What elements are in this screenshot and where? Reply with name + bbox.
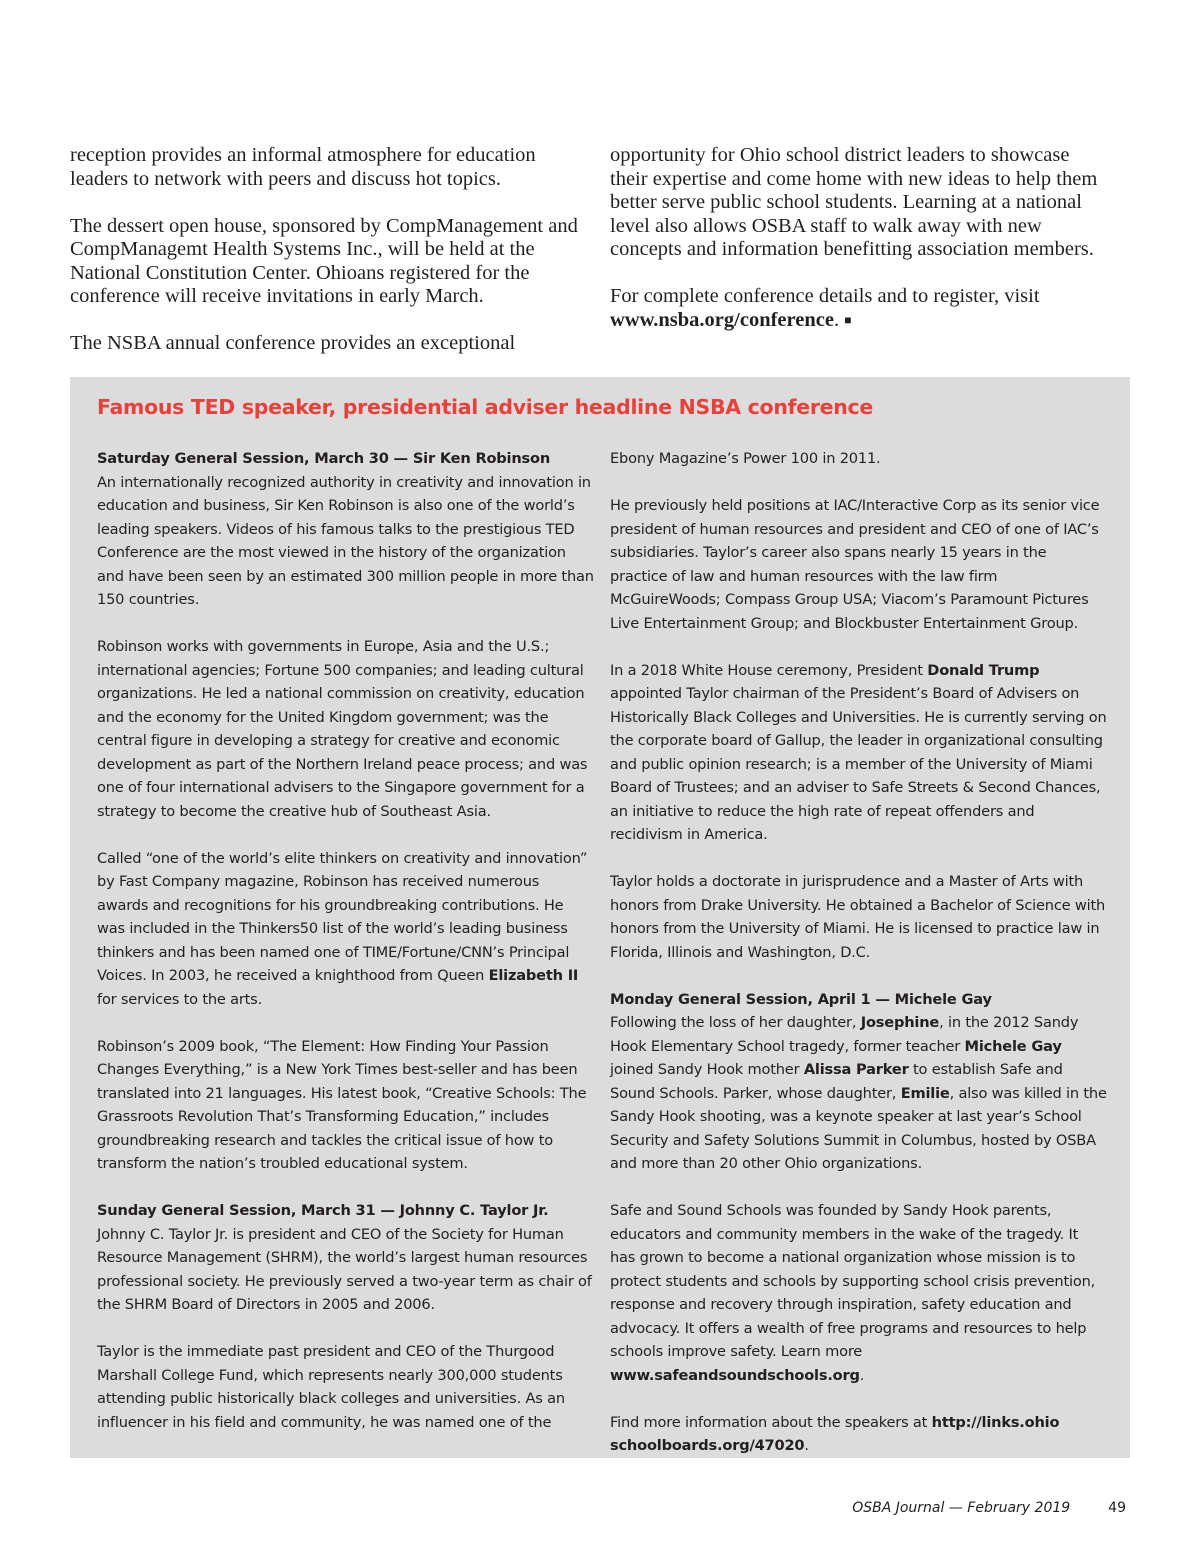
paragraph: opportunity for Ohio school district leaders to showcase their expertise and come home with new ideas to help them better serve public school students. Learning at a national level also allows OSBA staff to walk away with new concepts and information benefitting association members.: [610, 144, 1098, 260]
text: .: [833, 308, 845, 331]
text: Johnny C. Taylor Jr. is president and CEO of the Society for Human Resource Management (SHRM), the world’s largest human resources professional society. He previously served a two-year term as chair of the SHRM Board of Directors in 2005 and 2006.: [97, 1225, 592, 1313]
text: .: [859, 1366, 865, 1384]
text: for services to the arts.: [97, 990, 263, 1008]
paragraph: [610, 1411, 1107, 1458]
paragraph: He previously held positions at IAC/Interactive Corp as its senior vice president of human resources and president and CEO of one of IAC’s subsidiaries. Taylor’s career also spans nearly 15 years in the practice of law and human resources with the law firm McGuireWoods; Compass Group USA; Viacom’s Paramount Pictures Live Entertainment Group; and Blockbuster Entertainment Group.: [610, 497, 1100, 632]
intro-article: [70, 144, 1110, 356]
conference-link[interactable]: www.nsba.org/conference: [610, 308, 834, 331]
page-number: 49: [1108, 1500, 1126, 1516]
paragraph: [97, 447, 594, 612]
intro-left-column: [70, 144, 585, 356]
paragraph: [610, 1199, 1107, 1387]
text: Following the loss of her daughter,: [610, 1014, 861, 1031]
text: Safe and Sound Schools was founded by Sandy Hook parents, educators and community members in the wake of the tragedy. It has grown to become a national organization whose mission is to protect students and schools by supporting school crisis prevention, response and recovery through inspiration, safety education and advocacy. It offers a wealth of free programs and resources to help schools improve safety. Learn more: [610, 1202, 1096, 1360]
end-square-icon: ■: [844, 312, 852, 327]
paragraph: [610, 285, 1110, 332]
name-highlight: Donald Trump: [927, 661, 1040, 679]
text: , also was killed in the Sandy Hook shooting, was a keynote speaker at last year’s School Security and Safety Solutions Summit in Columbus, hosted by OSBA and more than 20 other Ohio organizations.: [610, 1084, 1107, 1172]
paragraph: reception provides an informal atmosphere for education leaders to network with peers and discuss hot topics.: [70, 144, 536, 190]
text: In a 2018 White House ceremony, President: [610, 661, 928, 679]
text: Find more information about the speakers at: [610, 1413, 932, 1431]
speakers-link[interactable]: http://links.ohio: [931, 1413, 1060, 1431]
speakers-link[interactable]: schoolboards.org/47020: [610, 1437, 805, 1454]
paragraph: Robinson works with governments in Europe, Asia and the U.S.; international agencies; Fortune 500 companies; and leading cultural organizations. He led a national commission on creativity, education and the economy for the United Kingdom government; was the central figure in developing a strategy for creative and economic development as part of the Northern Ireland peace process; and was one of four international advisers to the Singapore government for a strategy to become the creative hub of Southeast Asia.: [97, 638, 588, 820]
text: to establish Safe and Sound Schools. Parker, whose daughter,: [610, 1061, 1063, 1102]
name-highlight: Emilie: [900, 1084, 950, 1102]
paragraph: Taylor is the immediate past president and CEO of the Thurgood Marshall College Fund, which represents nearly 300,000 students attending public historically black colleges and universities. As an influencer in his field and community, he was named one of the: [97, 1343, 565, 1431]
text: , in the 2012 Sandy Hook Elementary School tragedy, former teacher: [610, 1014, 1079, 1055]
name-highlight: Elizabeth II: [488, 967, 579, 984]
text: joined Sandy Hook mother: [610, 1061, 804, 1078]
text: .: [804, 1437, 809, 1454]
journal-title: OSBA Journal — February 2019: [852, 1500, 1071, 1516]
paragraph: Taylor holds a doctorate in jurisprudence and a Master of Arts with honors from Drake University. He obtained a Bachelor of Science with honors from the University of Miami. He is licensed to practice law in Florida, Illinois and Washington, D.C.: [610, 873, 1106, 961]
sidebar-right-column: [610, 447, 1107, 1458]
paragraph: The dessert open house, sponsored by CompManagement and CompManagemt Health Systems Inc., will be held at the National Constitution Center. Ohioans registered for the conference will receive invitations in early March.: [70, 214, 578, 307]
text: Called “one of the world’s elite thinkers on creativity and innovation” by Fast Company magazine, Robinson has received numerous awards and recognitions for his groundbreaking contributions. He was included in the Thinkers50 list of the world’s leading business thinkers and has been named one of TIME/Fortune/CNN’s Principal Voices. In 2003, he received a knighthood from Queen: [97, 849, 588, 984]
name-highlight: Alissa Parker: [803, 1061, 909, 1078]
sidebar-title: Famous TED speaker, presidential adviser headline NSBA conference: [97, 395, 873, 419]
paragraph: Ebony Magazine’s Power 100 in 2011.: [610, 450, 881, 467]
sidebar-left-column: [97, 447, 594, 1458]
paragraph: [97, 847, 594, 1012]
page-footer: [852, 1500, 1126, 1516]
text: An internationally recognized authority in creativity and innovation in education and business, Sir Ken Robinson is also one of the world’s leading speakers. Videos of his famous talks to the prestigious TED Conference are the most viewed in the history of the organization and have been seen by an estimated 300 million people in more than 150 countries.: [97, 473, 594, 608]
intro-right-column: [610, 144, 1110, 356]
session-heading: Sunday General Session, March 31 — Johnny C. Taylor Jr.: [97, 1202, 549, 1219]
paragraph: [610, 659, 1107, 847]
safe-schools-link[interactable]: www.safeandsoundschools.org: [610, 1366, 860, 1384]
name-highlight: Michele Gay: [964, 1037, 1062, 1055]
sidebar-columns: [97, 447, 1107, 1458]
text: appointed Taylor chairman of the President’s Board of Advisers on Historically Black Colleges and Universities. He is currently serving on the corporate board of Gallup, the leader in organizational consulting and public opinion research; is a member of the University of Miami Board of Trustees; and an adviser to Safe Streets & Second Chances, an initiative to reduce the high rate of repeat offenders and recidivism in America.: [610, 685, 1107, 843]
speaker-sidebar: [70, 377, 1130, 1458]
paragraph: [97, 1199, 594, 1317]
paragraph: [610, 988, 1107, 1176]
session-heading: Monday General Session, April 1 — Michele Gay: [610, 990, 992, 1008]
paragraph: Robinson’s 2009 book, “The Element: How Finding Your Passion Changes Everything,” is a New York Times best-seller and has been translated into 21 languages. His latest book, “Creative Schools: The Grassroots Revolution That’s Transforming Education,” includes groundbreaking research and tackles the critical issue of how to transform the nation’s troubled educational system.: [97, 1037, 587, 1172]
session-heading: Saturday General Session, March 30 — Sir Ken Robinson: [97, 450, 551, 467]
name-highlight: Josephine: [860, 1014, 940, 1031]
paragraph: The NSBA annual conference provides an exceptional: [70, 332, 516, 354]
text: For complete conference details and to register, visit: [610, 285, 1040, 307]
